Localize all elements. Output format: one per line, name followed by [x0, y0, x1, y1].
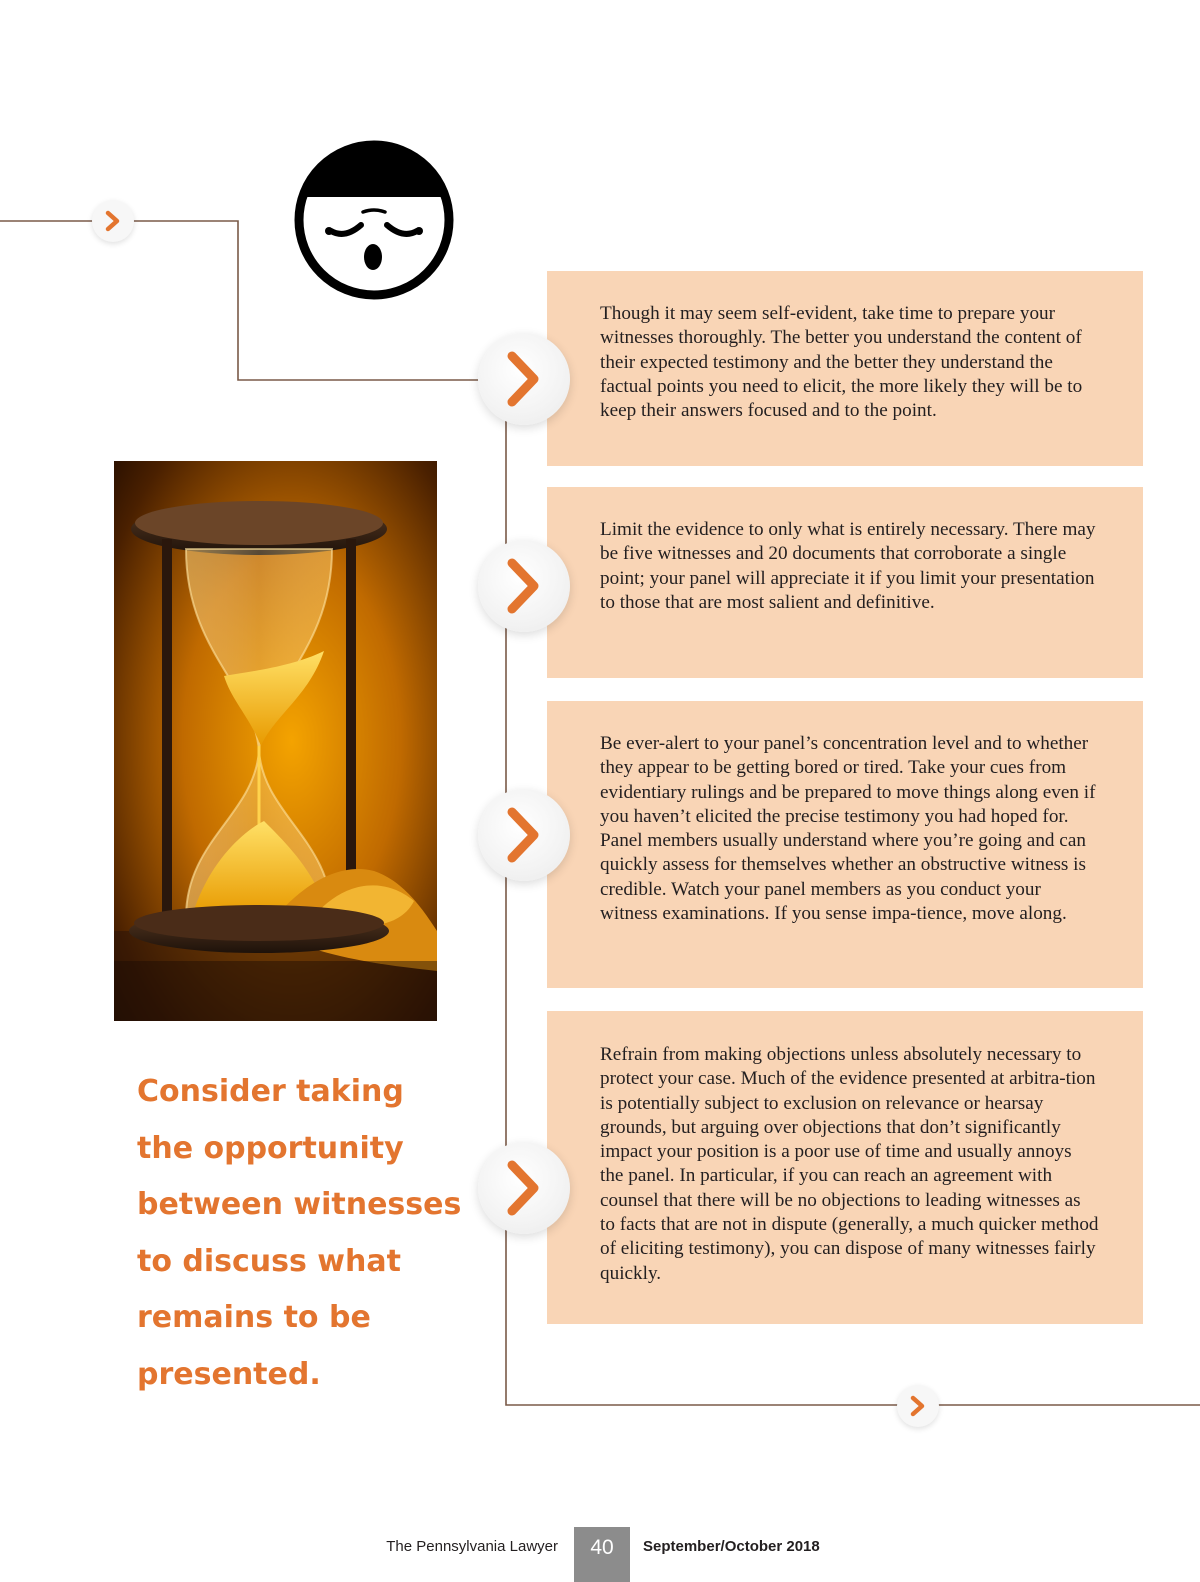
- page-number: 40: [574, 1527, 630, 1582]
- chevron-right-icon: [897, 1385, 939, 1427]
- publication-name: The Pennsylvania Lawyer: [386, 1538, 558, 1555]
- chevron-right-icon: [478, 1142, 570, 1234]
- pull-quote: Consider taking the opportunity between witnesses to discuss what remains to be presented.: [137, 1074, 462, 1392]
- chevron-right-icon: [478, 789, 570, 881]
- chevron-right-icon: [92, 200, 134, 242]
- sleepy-face-icon: [293, 139, 455, 301]
- hourglass-image: [114, 461, 437, 1021]
- chevron-right-icon: [478, 333, 570, 425]
- tip-box: [547, 487, 1143, 678]
- tip-text: Be ever-alert to your panel’s concentration level and to whether they appear to be getting bored or tired. Take your cues from evidentiary rulings and be prepared to move things along even if you haven’t elicited the precise testimony you had hoped for. Panel members usually understand where you’re going and can quickly assess for themselves whether an obstructive witness is credible. Watch your panel members as you conduct your witness examinations. If you sense impa-tience, move along.: [600, 733, 1096, 925]
- tip-text: Though it may seem self-evident, take time to prepare your witnesses thoroughly. The better you understand the content of their expected testimony and the better they understand the factual points you need to elicit, the more likely they will be to keep their answers focused and to the point.: [600, 303, 1083, 422]
- tip-box: [547, 701, 1143, 988]
- tip-text: Limit the evidence to only what is entirely necessary. There may be five witnesses and 20 documents that corroborate a single point; your panel will appreciate it if you limit your presentation to those that are most salient and definitive.: [600, 519, 1096, 613]
- tip-box: [547, 271, 1143, 466]
- issue-date: September/October 2018: [643, 1538, 820, 1555]
- chevron-right-icon: [478, 540, 570, 632]
- tip-box: [547, 1011, 1143, 1324]
- tip-text: Refrain from making objections unless absolutely necessary to protect your case. Much of the evidence presented at arbitra-tion is potentially subject to exclusion on relevance or hearsay grounds, but arguing over objections that don’t significantly impact your position is a poor use of time and usually annoys the panel. In particular, if you can reach an agreement with counsel that there will be no objections to leading witnesses as to facts that are not in dispute (generally, a much quicker method of eliciting testimony), you can dispose of many witnesses fairly quickly.: [600, 1044, 1099, 1284]
- page-footer: [0, 1527, 1200, 1582]
